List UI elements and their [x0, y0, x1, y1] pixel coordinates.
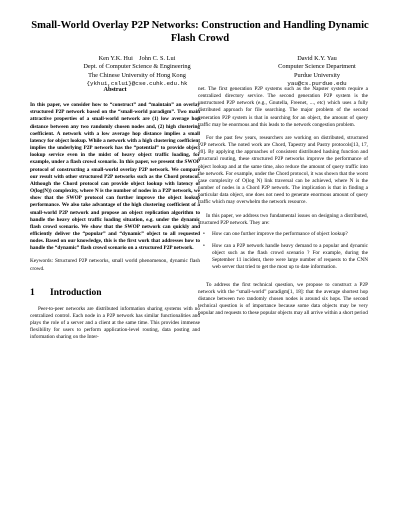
paragraph: To address the first technical question, we propose to construct a P2P network with the “small-world” paradigm[1, 18]: that the average shortest hop distance between two randomly chosen nodes is around six hops. The second technical question is of importance because some data objects may be very popular and requests to these popular objects may all arrive within a short period: [198, 281, 368, 317]
list-item-text: How can a P2P network handle heavy demand to a popular and dynamic object such as the flash crowd scenario ? For example, during the September 11 incident, there were large number of requests to the CNN web server that tried to get the most up to date information.: [212, 242, 368, 271]
paper-title: Small-World Overlay P2P Networks: Construction and Handling Dynamic Flash Crowd: [31, 20, 369, 44]
author-institution: Purdue University: [294, 71, 340, 79]
list-item-text: How can one further improve the performance of object lookup?: [212, 230, 348, 237]
abstract-heading: Abstract: [103, 86, 127, 93]
author-block-right: [262, 55, 372, 88]
bullet-list: [198, 231, 368, 272]
paragraph: For the past few years, researchers are working on distributed, structured P2P network. The noted work are Chord, Tapestry and Pastry protocols[13, 17, 20]. By applying the approaches of consistent distributed hashing function and structural routing, these structured P2P networks improve the performance of object lookup and at the same time, also reduce the amount of query traffic into the network. For example, under the Chord protocol, it was shown that the worst case complexity of O(log N) link traversal can be achieved, where N is the number of nodes in a Chord P2P network. The implication is that in finding a particular data object, one does not need to generate enormous amount of query traffic which may overwhelm the network resource.: [198, 134, 368, 206]
author-names: David K.Y. Yau: [297, 55, 337, 62]
right-column: [198, 86, 368, 317]
abstract-text: In this paper, we consider how to “construct” and “maintain” an overlay structured P2P network based on the “small-world paradigm”. Two main attractive properties of a small-world network are (1) low average hop distance between any two randomly chosen nodes and, (2) high clustering coefficient. A network with a low average hop distance implies a small latency for object lookup. While a network with a high clustering coefficient implies the underlying P2P network has the “potential” to provide object lookup service even in the midst of heavy object traffic loading, for example, under a flash crowd scenario. In this paper, we present the SWOP protocol of constructing a small-world overlay P2P network. We compare our result with other structured P2P networks such as the Chord protocol. Although the Chord protocol can provide object lookup with latency of O(log(N)) complexity, where N is the number of nodes in a P2P network, we show that the SWOP protocol can further improve the object lookup performance. We also take advantage of the high clustering coefficient of a small-world P2P network and propose an object replication algorithm to handle the heavy object traffic loading situation, e.g. under the dynamic flash crowd scenario. We show that the SWOP network can quickly and efficiently deliver the “popular” and “dynamic” object to all requested nodes. Based on our knowledge, this is the first work that addresses how to handle the “dynamic” flash crowd scenario on a structured P2P network.: [30, 102, 200, 252]
section-number: 1: [30, 287, 35, 298]
paragraph: In this paper, we address two fundamental issues on designing a distributed, structured P2P network. They are:: [198, 212, 368, 226]
author-department: Dept. of Computer Science & Engineering: [83, 63, 191, 71]
author-block-left: [44, 55, 230, 88]
author-department: Computer Science Department: [278, 63, 356, 71]
author-email: yau@cs.purdue.edu: [287, 79, 347, 87]
author-email: {ykhui,cslui}@cse.cuhk.edu.hk: [86, 79, 188, 87]
bullet-icon: •: [203, 230, 205, 237]
author-names: Ken Y.K. Hui John C. S. Lui: [98, 55, 176, 62]
bullet-icon: •: [203, 242, 205, 249]
author-institution: The Chinese University of Hong Kong: [88, 71, 186, 79]
left-column: [30, 86, 200, 342]
paragraph: net. The first generation P2P systems such as the Napster system require a centralized directory service. The second generation P2P system is the unstructured P2P network (e.g., Gnutella, Freenet, ..., etc) which uses a fully distributed approach for file searching. The major problem of the second generation P2P system is that in searching for an object, the amount of query traffic may be enormous and this leads to the network congestion problem.: [198, 86, 368, 128]
paragraph: Peer-to-peer networks are distributed information sharing systems with no centralized control. Each node in a P2P network has similar functionalities and plays the role of a server and a client at the same time. This provides immense flexibility for users to perform application-level routing, data posting and information sharing on the Inter-: [30, 305, 200, 341]
list-item: [198, 231, 368, 238]
keywords: Keywords: Structured P2P networks, small world phenomenon, dynamic flash crowd.: [30, 258, 200, 272]
list-item: [198, 243, 368, 272]
section-title: Introduction: [50, 287, 102, 298]
section-heading: [30, 288, 200, 299]
